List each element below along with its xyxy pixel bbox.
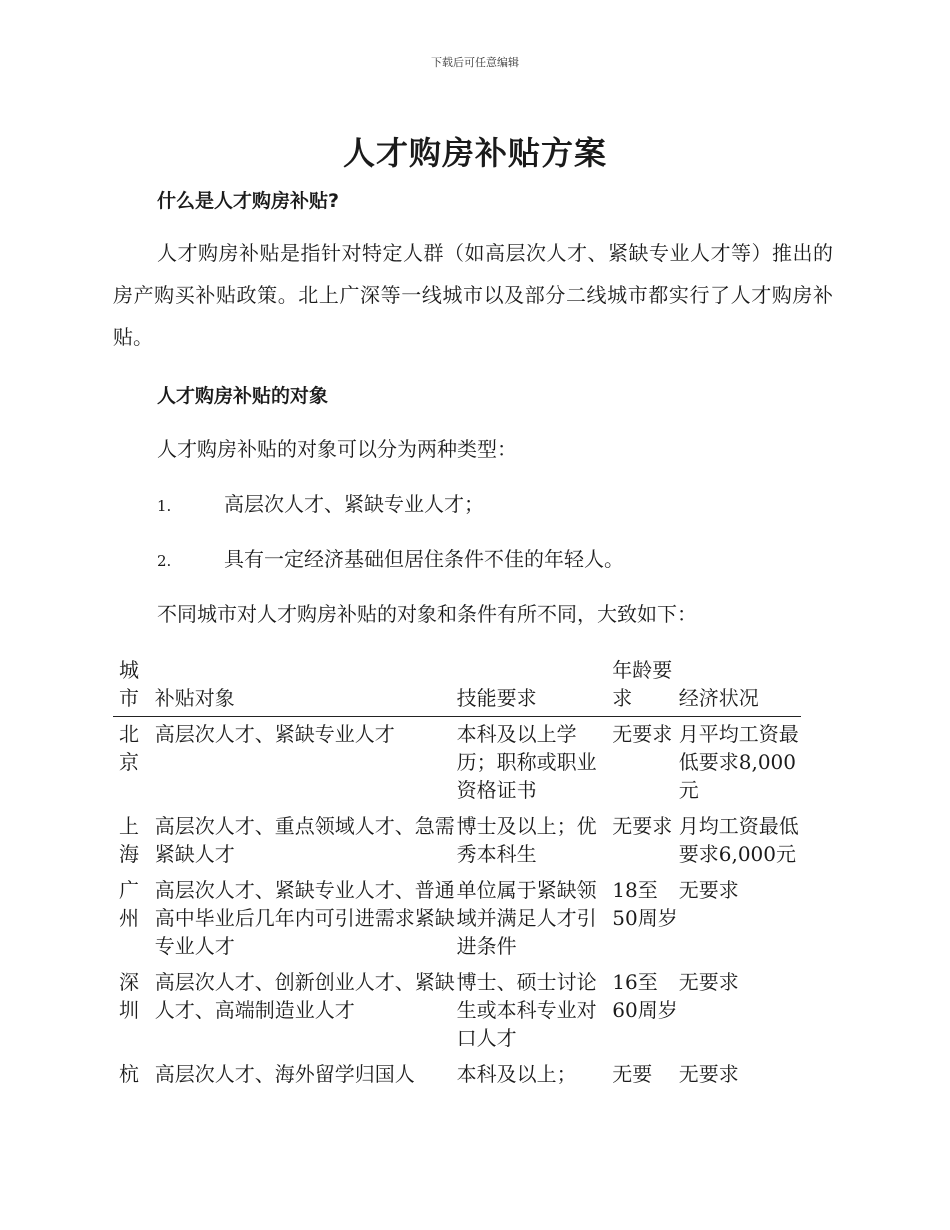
- paragraph-what: 人才购房补贴是指针对特定人群（如高层次人才、紧缺专业人才等）推出的房产购买补贴政策。北上广深等一线城市以及部分二线城市都实行了人才购房补贴。: [113, 241, 833, 349]
- header-target: 补贴对象: [154, 686, 235, 710]
- paragraph-table-intro: 不同城市对人才购房补贴的对象和条件有所不同，大致如下：: [157, 602, 697, 626]
- document-title: 人才购房补贴方案: [342, 134, 607, 172]
- header-econ: 经济状况: [678, 686, 759, 710]
- cell-age: 无要求: [612, 722, 673, 746]
- page-header-note: 下载后可任意编辑: [431, 56, 519, 69]
- list-number: 2.: [157, 552, 172, 570]
- section-heading-target: 人才购房补贴的对象: [157, 385, 329, 407]
- paragraph-target-intro: 人才购房补贴的对象可以分为两种类型：: [157, 437, 517, 461]
- cell-target: 高层次人才、海外留学归国人: [154, 1062, 415, 1086]
- cell-age: 无要: [612, 1062, 653, 1086]
- cell-age: 18至50周岁: [612, 878, 678, 930]
- list-item: [157, 488, 484, 517]
- cell-age: 无要求: [612, 814, 673, 838]
- cell-skill: 本科及以上；: [456, 1062, 577, 1086]
- list-number: 1.: [157, 497, 172, 515]
- cell-skill: 博士及以上；优秀本科生: [456, 814, 597, 866]
- list-item: [157, 543, 624, 572]
- list-text: 具有一定经济基础但居住条件不佳的年轻人。: [224, 547, 624, 571]
- table-row: [113, 965, 801, 1057]
- cell-city: 北京: [119, 722, 139, 774]
- cell-target: 高层次人才、创新创业人才、紧缺人才、高端制造业人才: [154, 970, 455, 1022]
- table-row: [113, 809, 801, 873]
- cell-city: 深圳: [119, 970, 139, 1022]
- cell-econ: 无要求: [678, 878, 739, 902]
- table-row: [113, 873, 801, 965]
- cell-target: 高层次人才、重点领域人才、急需紧缺人才: [154, 814, 455, 866]
- cell-age: 16至60周岁: [612, 970, 678, 1022]
- list-text: 高层次人才、紧缺专业人才；: [224, 492, 484, 516]
- header-age: 年龄要求: [612, 658, 673, 710]
- cell-skill: 单位属于紧缺领域并满足人才引进条件: [456, 878, 597, 958]
- cell-econ: 无要求: [678, 970, 739, 994]
- cell-city: 上海: [119, 814, 139, 866]
- cell-city: 杭: [119, 1062, 139, 1086]
- cell-skill: 本科及以上学历；职称或职业资格证书: [456, 722, 597, 802]
- table-row: [113, 717, 801, 810]
- cell-econ: 月平均工资最低要求8,000元: [678, 722, 799, 802]
- table-row: [113, 1057, 801, 1093]
- cell-econ: 月均工资最低要求6,000元: [678, 814, 799, 866]
- cell-city: 广州: [119, 878, 139, 930]
- header-skill: 技能要求: [456, 686, 537, 710]
- table-header-row: [113, 654, 801, 717]
- cell-skill: 博士、硕士讨论生或本科专业对口人才: [456, 970, 597, 1050]
- cell-target: 高层次人才、紧缺专业人才: [154, 722, 395, 746]
- cell-econ: 无要求: [678, 1062, 739, 1086]
- section-heading-what: 什么是人才购房补贴?: [157, 190, 340, 212]
- header-city: 城市: [119, 658, 139, 710]
- subsidy-policy-table: [113, 654, 801, 1093]
- cell-target: 高层次人才、紧缺专业人才、普通高中毕业后几年内可引进需求紧缺专业人才: [154, 878, 455, 958]
